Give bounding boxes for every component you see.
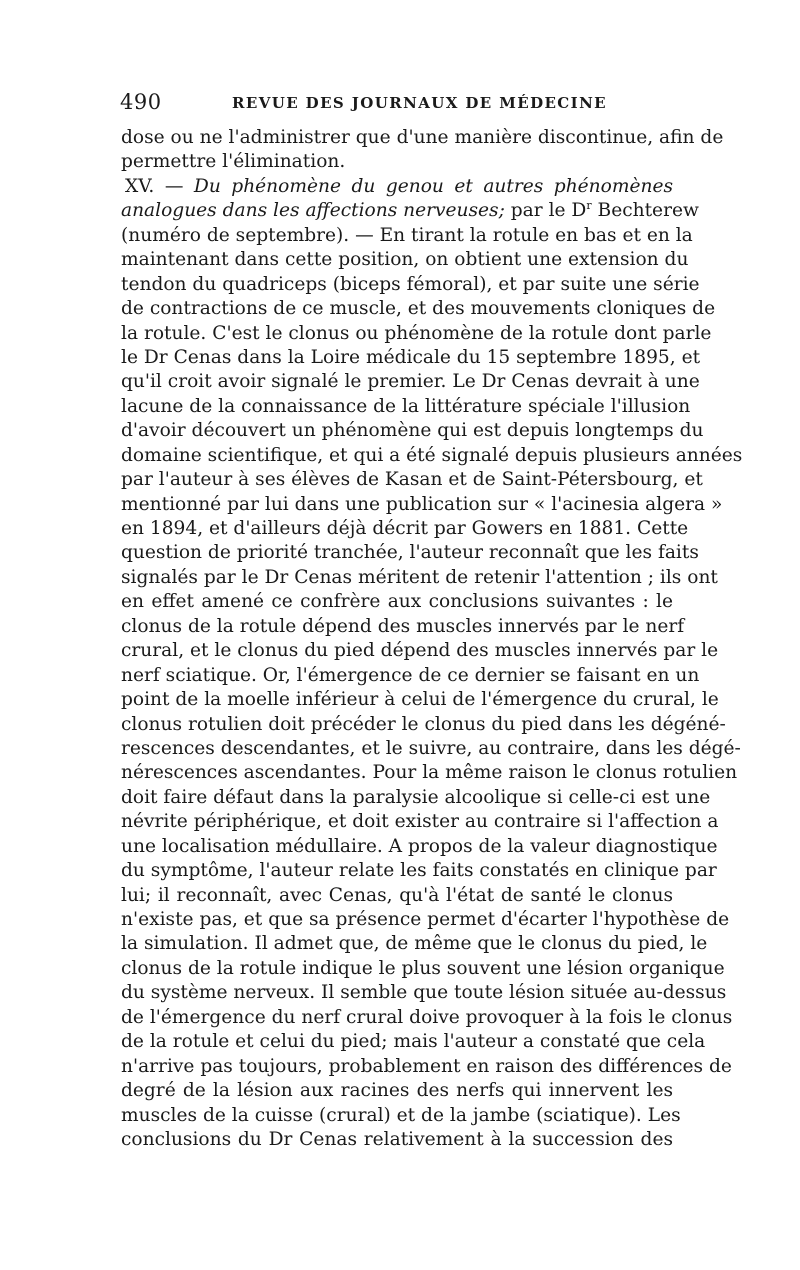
text-line: tendon du quadriceps (biceps fémoral), et par suite une série <box>121 273 700 295</box>
section-heading-line: XV. — Du phénomène du genou et autres phénomènes <box>125 175 674 197</box>
text-line: maintenant dans cette position, on obtient une extension du <box>121 249 689 271</box>
text-line: clonus de la rotule indique le plus souvent une lésion organique <box>121 957 725 979</box>
text-line: qu'il croit avoir signalé le premier. Le Dr Cenas devrait à une <box>121 371 700 393</box>
text-line: domaine scientifique, et qui a été signalé depuis plusieurs années <box>121 444 743 466</box>
body-text <box>121 126 743 1152</box>
text-line: nerf sciatique. Or, l'émergence de ce dernier se faisant en un <box>121 664 700 686</box>
text-line: en 1894, et d'ailleurs déjà décrit par Gowers en 1881. Cette <box>121 518 689 539</box>
text-line: n'existe pas, et que sa présence permet d'écarter l'hypothèse de <box>121 909 730 930</box>
text-line: du symptôme, l'auteur relate les faits constatés en clinique par <box>121 860 717 882</box>
author-prefix: par le D <box>510 200 587 222</box>
text-line: par l'auteur à ses élèves de Kasan et de Saint-Pétersbourg, et <box>121 469 703 491</box>
text-line: question de priorité tranchée, l'auteur reconnaît que les faits <box>121 542 699 564</box>
text-line: de l'émergence du nerf crural doive provoquer à la fois le clonus <box>121 1006 733 1028</box>
text-line: permettre l'élimination. <box>121 151 346 173</box>
text-line: une localisation médullaire. A propos de la valeur diagnostique <box>121 835 718 857</box>
text-line: la simulation. Il admet que, de même que le clonus du pied, le <box>121 933 708 955</box>
text-line: muscles de la cuisse (crural) et de la jambe (sciatique). Les <box>121 1104 681 1126</box>
text-line: en effet amené ce confrère aux conclusions suivantes : le <box>121 591 673 613</box>
text-line: degré de la lésion aux racines des nerfs qui innervent les <box>121 1080 673 1102</box>
text-line: le Dr Cenas dans la Loire médicale du 15 septembre 1895, et <box>121 346 701 368</box>
text-line: point de la moelle inférieur à celui de l'émergence du crural, le <box>121 689 719 711</box>
page-number: 490 <box>120 90 162 114</box>
section-number: XV. <box>125 175 155 197</box>
running-head: REVUE DES JOURNAUX DE MÉDECINE <box>232 94 608 112</box>
text-line: rescences descendantes, et le suivre, au contraire, dans les dégé- <box>121 737 741 759</box>
text-line: clonus rotulien doit précéder le clonus du pied dans les dégéné- <box>121 713 726 735</box>
text-line: lacune de la connaissance de la littérature spéciale l'illusion <box>121 395 691 417</box>
text-line: dose ou ne l'administrer que d'une manière discontinue, afin de <box>121 127 724 148</box>
section-title-part-2: analogues dans les affections nerveuses; <box>121 200 505 222</box>
author-name: Bechterew <box>597 200 699 222</box>
text-line: la rotule. C'est le clonus ou phénomène de la rotule dont parle <box>121 322 712 344</box>
text-line: nérescences ascendantes. Pour la même raison le clonus rotulien <box>121 762 738 784</box>
text-line: crural, et le clonus du pied dépend des muscles innervés par le <box>121 640 719 662</box>
text-line: clonus de la rotule dépend des muscles innervés par le nerf <box>121 615 685 637</box>
text-line: d'avoir découvert un phénomène qui est depuis longtemps du <box>121 420 704 442</box>
text-line: mentionné par lui dans une publication sur « l'acinesia algera » <box>121 493 723 515</box>
text-line: (numéro de septembre). — En tirant la rotule en bas et en la <box>121 224 693 246</box>
text-line: n'arrive pas toujours, probablement en raison des différences de <box>121 1055 732 1077</box>
text-line: du système nerveux. Il semble que toute lésion située au-dessus <box>121 982 727 1004</box>
text-line: lui; il reconnaît, avec Cenas, qu'à l'état de santé le clonus <box>121 884 673 906</box>
text-line: conclusions du Dr Cenas relativement à la succession des <box>121 1128 673 1150</box>
text-line: névrite périphérique, et doit exister au contraire si l'affection a <box>121 811 719 833</box>
text-line: de la rotule et celui du pied; mais l'auteur a constaté que cela <box>121 1031 706 1053</box>
section-title-part-1: Du phénomène du genou et autres phénomènes <box>193 175 674 197</box>
text-line: de contractions de ce muscle, et des mouvements cloniques de <box>121 298 716 320</box>
text-line: doit faire défaut dans la paralysie alcoolique si celle-ci est une <box>121 786 711 808</box>
page-header <box>120 90 672 120</box>
section-heading-line <box>121 199 699 223</box>
text-line: signalés par le Dr Cenas méritent de retenir l'attention ; ils ont <box>121 566 718 588</box>
author-sup: r <box>586 199 592 213</box>
